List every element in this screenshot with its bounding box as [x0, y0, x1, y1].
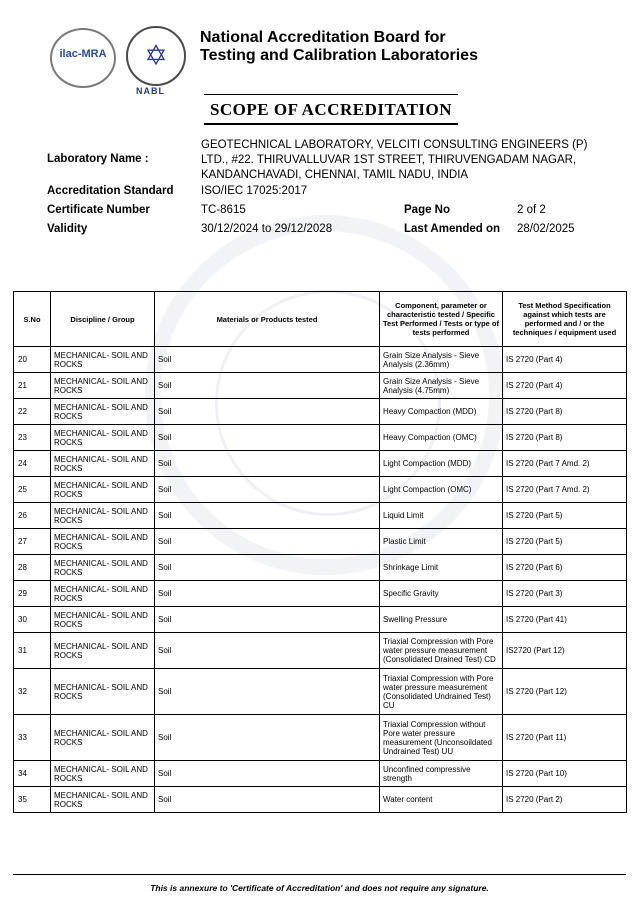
lab-name-line3: KANDANCHAVADI, CHENNAI, TAMIL NADU, INDIA	[201, 169, 469, 181]
cell-discipline: MECHANICAL- SOIL AND ROCKS	[51, 787, 155, 813]
standard-label: Accreditation Standard	[47, 185, 174, 197]
cell-method: IS 2720 (Part 12)	[503, 669, 627, 715]
cell-component: Triaxial Compression without Pore water pressure measurement (Unconsoildated Undrained Test) UU	[380, 715, 503, 761]
table-row	[14, 425, 627, 451]
lab-name-label: Laboratory Name :	[47, 153, 149, 165]
cell-discipline: MECHANICAL- SOIL AND ROCKS	[51, 607, 155, 633]
cell-component: Light Compaction (OMC)	[380, 477, 503, 503]
validity-label: Validity	[47, 223, 88, 235]
cell-method: IS 2720 (Part 4)	[503, 373, 627, 399]
cell-discipline: MECHANICAL- SOIL AND ROCKS	[51, 503, 155, 529]
cell-material: Soil	[155, 607, 380, 633]
cell-sno: 31	[14, 633, 51, 669]
cell-component: Unconfined compressive strength	[380, 761, 503, 787]
cell-component: Light Compaction (MDD)	[380, 451, 503, 477]
certificate-value: TC-8615	[201, 204, 246, 216]
scope-title: SCOPE OF ACCREDITATION	[209, 100, 453, 119]
cell-component: Shrinkage Limit	[380, 555, 503, 581]
cell-component: Heavy Compaction (OMC)	[380, 425, 503, 451]
cell-sno: 34	[14, 761, 51, 787]
cell-sno: 20	[14, 347, 51, 373]
cell-method: IS 2720 (Part 3)	[503, 581, 627, 607]
cell-discipline: MECHANICAL- SOIL AND ROCKS	[51, 399, 155, 425]
cell-method: IS 2720 (Part 6)	[503, 555, 627, 581]
header-method: Test Method Specification against which tests are performed and / or the techniques / equipment used	[503, 292, 627, 347]
cell-material: Soil	[155, 633, 380, 669]
scope-rule-bottom	[204, 123, 458, 125]
cell-component: Triaxial Compression with Pore water pressure measurement (Consolidated Undrained Test) CU	[380, 669, 503, 715]
cell-component: Liquid Limit	[380, 503, 503, 529]
table-row	[14, 347, 627, 373]
cell-sno: 29	[14, 581, 51, 607]
lab-name-line1: GEOTECHNICAL LABORATORY, VELCITI CONSULTING ENGINEERS (P)	[201, 139, 588, 151]
cell-component: Heavy Compaction (MDD)	[380, 399, 503, 425]
cell-component: Specific Gravity	[380, 581, 503, 607]
cell-sno: 22	[14, 399, 51, 425]
cell-material: Soil	[155, 529, 380, 555]
standard-value: ISO/IEC 17025:2017	[201, 185, 308, 197]
cell-discipline: MECHANICAL- SOIL AND ROCKS	[51, 451, 155, 477]
cell-material: Soil	[155, 787, 380, 813]
ilac-logo-text: ilac-MRA	[59, 48, 107, 60]
cell-method: IS 2720 (Part 8)	[503, 399, 627, 425]
footer-note: This is annexure to 'Certificate of Accreditation' and does not require any signature.	[150, 883, 489, 893]
scope-heading	[204, 94, 458, 125]
table-row	[14, 477, 627, 503]
cell-component: Water content	[380, 787, 503, 813]
table-row	[14, 715, 627, 761]
cell-sno: 30	[14, 607, 51, 633]
cell-material: Soil	[155, 373, 380, 399]
cell-discipline: MECHANICAL- SOIL AND ROCKS	[51, 715, 155, 761]
table-row	[14, 373, 627, 399]
cell-method: IS 2720 (Part 11)	[503, 715, 627, 761]
header-component: Component, parameter or characteristic tested / Specific Test Performed / Tests or type of tests performed	[380, 292, 503, 347]
table-row	[14, 761, 627, 787]
last-amended-label: Last Amended on	[404, 223, 501, 235]
last-amended-value: 28/02/2025	[517, 223, 575, 235]
table-row	[14, 451, 627, 477]
table-row	[14, 787, 627, 813]
table-row	[14, 399, 627, 425]
cell-discipline: MECHANICAL- SOIL AND ROCKS	[51, 529, 155, 555]
cell-component: Swelling Pressure	[380, 607, 503, 633]
cell-discipline: MECHANICAL- SOIL AND ROCKS	[51, 669, 155, 715]
org-title-line1: National Accreditation Board for	[200, 29, 446, 46]
cell-discipline: MECHANICAL- SOIL AND ROCKS	[51, 373, 155, 399]
cell-material: Soil	[155, 399, 380, 425]
cell-method: IS 2720 (Part 8)	[503, 425, 627, 451]
scope-table	[13, 291, 627, 813]
cell-method: IS 2720 (Part 7 Amd. 2)	[503, 477, 627, 503]
table-row	[14, 633, 627, 669]
table-row	[14, 607, 627, 633]
table-row	[14, 555, 627, 581]
cell-material: Soil	[155, 451, 380, 477]
ilac-mra-logo	[50, 28, 116, 88]
table-row	[14, 529, 627, 555]
cell-sno: 33	[14, 715, 51, 761]
cell-material: Soil	[155, 425, 380, 451]
cell-method: IS 2720 (Part 10)	[503, 761, 627, 787]
cell-method: IS 2720 (Part 41)	[503, 607, 627, 633]
cell-sno: 25	[14, 477, 51, 503]
lab-name-value	[201, 138, 587, 183]
page-no-label: Page No	[404, 204, 451, 216]
cell-sno: 28	[14, 555, 51, 581]
table-row	[14, 669, 627, 715]
footer-rule	[13, 874, 626, 875]
cell-sno: 23	[14, 425, 51, 451]
table-row	[14, 503, 627, 529]
cell-sno: 26	[14, 503, 51, 529]
cell-method: IS 2720 (Part 7 Amd. 2)	[503, 451, 627, 477]
page-no-value: 2 of 2	[517, 204, 546, 216]
org-title	[200, 29, 478, 65]
cell-material: Soil	[155, 715, 380, 761]
cell-method: IS 2720 (Part 2)	[503, 787, 627, 813]
validity-value: 30/12/2024 to 29/12/2028	[201, 223, 333, 235]
cell-material: Soil	[155, 503, 380, 529]
cell-component: Grain Size Analysis - Sieve Analysis (4.75mm)	[380, 373, 503, 399]
cell-method: IS 2720 (Part 5)	[503, 529, 627, 555]
cell-sno: 21	[14, 373, 51, 399]
cell-discipline: MECHANICAL- SOIL AND ROCKS	[51, 347, 155, 373]
cell-material: Soil	[155, 581, 380, 607]
cell-discipline: MECHANICAL- SOIL AND ROCKS	[51, 633, 155, 669]
table-header-row	[14, 292, 627, 347]
cell-sno: 24	[14, 451, 51, 477]
cell-sno: 27	[14, 529, 51, 555]
cell-material: Soil	[155, 555, 380, 581]
org-title-line2: Testing and Calibration Laboratories	[200, 47, 478, 64]
nabl-seal-icon: ✡	[126, 26, 186, 86]
cell-component: Plastic Limit	[380, 529, 503, 555]
cell-discipline: MECHANICAL- SOIL AND ROCKS	[51, 581, 155, 607]
certificate-label: Certificate Number	[47, 204, 150, 216]
header-sno: S.No	[14, 292, 51, 347]
cell-component: Grain Size Analysis - Sieve Analysis (2.36mm)	[380, 347, 503, 373]
header-discipline: Discipline / Group	[51, 292, 155, 347]
cell-discipline: MECHANICAL- SOIL AND ROCKS	[51, 425, 155, 451]
cell-sno: 35	[14, 787, 51, 813]
cell-material: Soil	[155, 669, 380, 715]
logo-group	[50, 22, 190, 102]
cell-discipline: MECHANICAL- SOIL AND ROCKS	[51, 555, 155, 581]
cell-method: IS 2720 (Part 4)	[503, 347, 627, 373]
cell-method: IS 2720 (Part 5)	[503, 503, 627, 529]
table-row	[14, 581, 627, 607]
lab-name-line2: LTD., #22. THIRUVALLUVAR 1ST STREET, THIRUVENGADAM NAGAR,	[201, 154, 577, 166]
cell-material: Soil	[155, 477, 380, 503]
nabl-logo-text: NABL	[136, 86, 165, 96]
cell-discipline: MECHANICAL- SOIL AND ROCKS	[51, 477, 155, 503]
table-body	[14, 347, 627, 813]
cell-method: IS2720 (Part 12)	[503, 633, 627, 669]
header-materials: Materials or Products tested	[155, 292, 380, 347]
cell-sno: 32	[14, 669, 51, 715]
cell-material: Soil	[155, 347, 380, 373]
cell-component: Triaxial Compression with Pore water pressure measurement (Consolidated Drained Test) CD	[380, 633, 503, 669]
cell-material: Soil	[155, 761, 380, 787]
cell-discipline: MECHANICAL- SOIL AND ROCKS	[51, 761, 155, 787]
